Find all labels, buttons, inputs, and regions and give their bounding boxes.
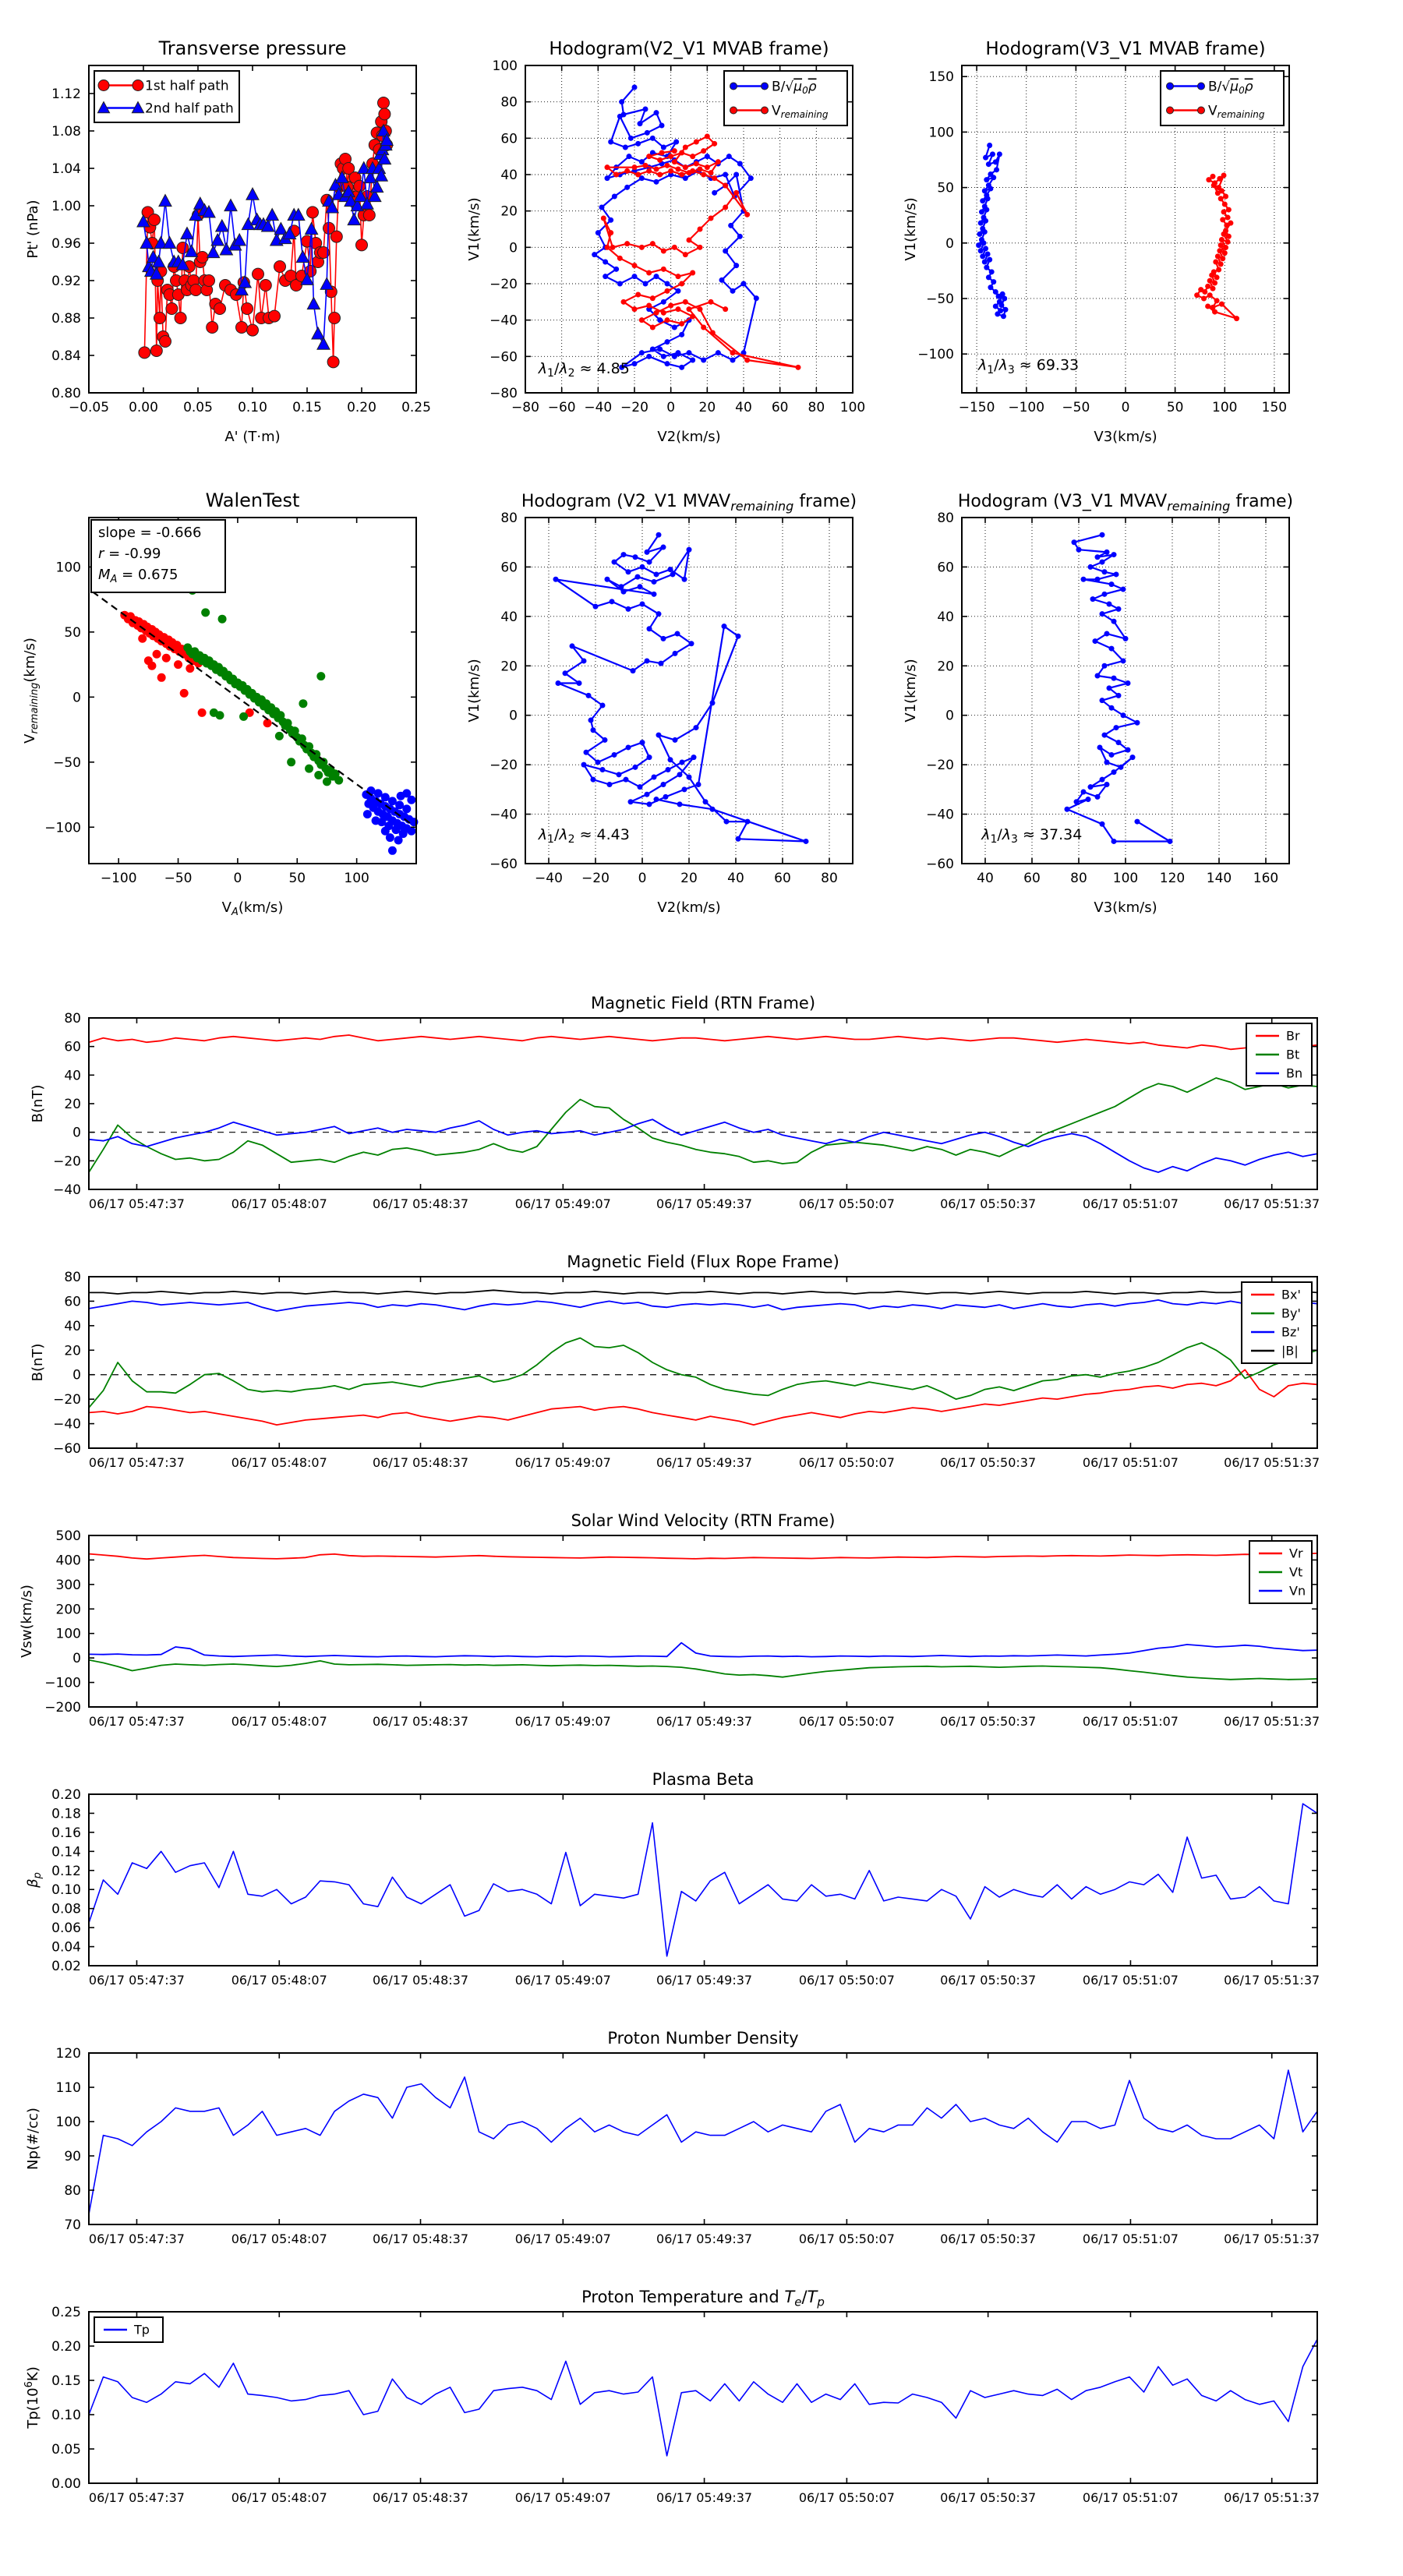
svg-text:06/17 05:51:07: 06/17 05:51:07 <box>1082 1973 1179 1988</box>
svg-text:0.16: 0.16 <box>51 1825 81 1841</box>
walen-test <box>22 489 418 918</box>
svg-text:0.10: 0.10 <box>51 2408 81 2423</box>
svg-text:06/17 05:47:37: 06/17 05:47:37 <box>88 1455 185 1470</box>
svg-text:0.00: 0.00 <box>129 400 158 415</box>
svg-text:100: 100 <box>928 125 954 141</box>
svg-text:−80: −80 <box>511 400 539 415</box>
svg-text:0.84: 0.84 <box>51 348 81 364</box>
svg-text:−200: −200 <box>44 1700 81 1716</box>
ts-b-rtn-Br <box>89 1035 1317 1051</box>
svg-text:120: 120 <box>55 2046 81 2062</box>
svg-text:100: 100 <box>55 1626 81 1642</box>
svg-text:60: 60 <box>937 560 954 576</box>
svg-text:Magnetic Field (Flux Rope Fram: Magnetic Field (Flux Rope Frame) <box>567 1253 839 1271</box>
svg-text:06/17 05:51:07: 06/17 05:51:07 <box>1082 1455 1179 1470</box>
svg-text:0.06: 0.06 <box>51 1921 81 1937</box>
svg-text:06/17 05:50:37: 06/17 05:50:37 <box>940 1714 1037 1729</box>
svg-text:0.08: 0.08 <box>51 1901 81 1917</box>
svg-text:06/17 05:50:37: 06/17 05:50:37 <box>940 1973 1037 1988</box>
svg-text:λ1/λ2 ≈ 4.43: $\lambda_1/\lambda_2 \approx 4.43$ <box>538 825 630 846</box>
svg-text:Tp: Tp <box>134 2322 150 2337</box>
transverse-pressure <box>25 37 431 445</box>
hodogram-v2v1-mvav-V-hodogram <box>556 535 806 841</box>
svg-text:Tp(106K): $Tp(10^6K)$ <box>23 2366 41 2429</box>
svg-text:VA(km/s): $V_A(km/s)$ <box>221 899 284 918</box>
svg-text:06/17 05:51:07: 06/17 05:51:07 <box>1082 1196 1179 1211</box>
svg-text:0.92: 0.92 <box>51 274 81 289</box>
ts-b-rtn <box>30 994 1320 1211</box>
svg-text:06/17 05:51:37: 06/17 05:51:37 <box>1224 2231 1320 2246</box>
svg-text:V3(km/s): V3(km/s) <box>1094 429 1157 445</box>
svg-text:Bx': Bx' <box>1281 1287 1301 1302</box>
svg-text:06/17 05:50:07: 06/17 05:50:07 <box>798 2231 895 2246</box>
svg-text:−60: −60 <box>926 857 954 872</box>
svg-text:B/√μ0ρ: $B/√\mu_0\rho$ <box>772 79 817 97</box>
svg-text:150: 150 <box>1261 400 1288 415</box>
svg-text:1.00: 1.00 <box>51 199 81 214</box>
svg-text:160: 160 <box>1253 871 1279 886</box>
svg-text:90: 90 <box>64 2149 81 2164</box>
svg-text:−40: −40 <box>926 807 954 823</box>
svg-text:Proton Number Density: Proton Number Density <box>607 2029 799 2048</box>
svg-text:06/17 05:48:37: 06/17 05:48:37 <box>372 1973 469 1988</box>
svg-text:−40: −40 <box>535 871 563 886</box>
svg-text:Magnetic Field (RTN Frame): Magnetic Field (RTN Frame) <box>590 994 816 1012</box>
svg-text:20: 20 <box>680 871 698 886</box>
svg-text:0: 0 <box>72 1367 81 1383</box>
svg-text:06/17 05:50:07: 06/17 05:50:07 <box>798 1196 895 1211</box>
svg-text:Vt: Vt <box>1289 1564 1303 1580</box>
svg-text:06/17 05:49:07: 06/17 05:49:07 <box>514 1455 611 1470</box>
svg-text:−20: −20 <box>489 277 518 292</box>
svg-text:40: 40 <box>64 1318 81 1334</box>
svg-text:0.15: 0.15 <box>292 400 322 415</box>
hodogram-v3v1-mvab <box>903 39 1289 445</box>
svg-text:−60: −60 <box>489 857 518 872</box>
svg-text:06/17 05:51:37: 06/17 05:51:37 <box>1224 1973 1320 1988</box>
svg-text:−100: −100 <box>100 871 137 886</box>
svg-text:06/17 05:49:37: 06/17 05:49:37 <box>656 1714 753 1729</box>
ts-b-fluxrope-Bx-prime <box>89 1369 1317 1425</box>
svg-text:06/17 05:51:07: 06/17 05:51:07 <box>1082 1714 1179 1729</box>
svg-text:06/17 05:48:37: 06/17 05:48:37 <box>372 2231 469 2246</box>
svg-text:400: 400 <box>55 1553 81 1569</box>
svg-text:20: 20 <box>500 659 518 675</box>
svg-text:60: 60 <box>64 1294 81 1310</box>
svg-text:−50: −50 <box>53 754 81 771</box>
svg-text:−0.05: −0.05 <box>68 400 110 415</box>
svg-text:06/17 05:49:37: 06/17 05:49:37 <box>656 2490 753 2505</box>
svg-text:06/17 05:47:37: 06/17 05:47:37 <box>88 2490 185 2505</box>
svg-text:−100: −100 <box>44 1675 81 1691</box>
svg-text:06/17 05:49:37: 06/17 05:49:37 <box>656 1196 753 1211</box>
svg-text:V2(km/s): V2(km/s) <box>657 429 721 445</box>
svg-text:Np(#/cc): Np(#/cc) <box>25 2108 41 2170</box>
svg-text:06/17 05:48:37: 06/17 05:48:37 <box>372 2490 469 2505</box>
svg-text:−20: −20 <box>926 758 954 774</box>
svg-text:60: 60 <box>774 871 791 886</box>
svg-text:V1(km/s): V1(km/s) <box>903 659 919 723</box>
svg-text:80: 80 <box>500 94 518 111</box>
svg-text:0.10: 0.10 <box>51 1882 81 1899</box>
svg-text:Vremaining: $V_{remaining}$ <box>1208 103 1265 121</box>
svg-text:1.12: 1.12 <box>51 87 81 102</box>
svg-text:Br: Br <box>1286 1028 1300 1044</box>
svg-text:40: 40 <box>500 168 518 183</box>
svg-text:Vremaining: $V_{remaining}$ <box>772 103 829 121</box>
svg-text:0.14: 0.14 <box>51 1844 81 1860</box>
svg-text:0.04: 0.04 <box>51 1939 81 1956</box>
svg-text:06/17 05:51:37: 06/17 05:51:37 <box>1224 2490 1320 2505</box>
svg-text:V2(km/s): V2(km/s) <box>657 899 721 916</box>
svg-text:B(nT): B(nT) <box>30 1084 46 1123</box>
svg-text:80: 80 <box>64 1011 81 1027</box>
svg-text:06/17 05:49:37: 06/17 05:49:37 <box>656 1973 753 1988</box>
svg-text:06/17 05:49:07: 06/17 05:49:07 <box>514 2490 611 2505</box>
svg-text:Bz': Bz' <box>1281 1324 1300 1340</box>
svg-text:−60: −60 <box>53 1441 81 1457</box>
svg-text:80: 80 <box>64 1270 81 1285</box>
svg-text:40: 40 <box>500 609 518 625</box>
svg-text:06/17 05:47:37: 06/17 05:47:37 <box>88 1196 185 1211</box>
svg-text:0: 0 <box>509 240 518 256</box>
ts-vsw-rtn-Vn <box>89 1643 1317 1657</box>
svg-text:Hodogram (V3_V1 MVAVremaining: Hodogram (V3_V1 $MVAV_{remaining}$ frame) <box>957 492 1294 514</box>
svg-text:Bt: Bt <box>1286 1047 1300 1062</box>
svg-text:0.20: 0.20 <box>51 2339 81 2355</box>
svg-text:20: 20 <box>64 1343 81 1359</box>
svg-text:50: 50 <box>1166 400 1184 415</box>
svg-text:50: 50 <box>64 624 81 641</box>
svg-text:06/17 05:51:07: 06/17 05:51:07 <box>1082 2231 1179 2246</box>
svg-text:06/17 05:50:37: 06/17 05:50:37 <box>940 2490 1037 2505</box>
svg-text:0: 0 <box>666 400 676 415</box>
ts-b-fluxrope-By-prime <box>89 1338 1317 1408</box>
svg-text:100: 100 <box>1112 871 1139 886</box>
svg-text:0: 0 <box>945 235 954 252</box>
svg-text:06/17 05:51:37: 06/17 05:51:37 <box>1224 1196 1320 1211</box>
svg-text:06/17 05:48:07: 06/17 05:48:07 <box>231 2490 327 2505</box>
svg-text:λ1/λ3 ≈ 37.34: $\lambda_1/\lambda_3 \approx 37.34$ <box>981 825 1083 846</box>
svg-text:06/17 05:50:07: 06/17 05:50:07 <box>798 2490 895 2505</box>
svg-text:06/17 05:51:37: 06/17 05:51:37 <box>1224 1714 1320 1729</box>
svg-text:−20: −20 <box>581 871 610 886</box>
svg-text:0.12: 0.12 <box>51 1863 81 1879</box>
svg-text:−80: −80 <box>489 386 518 401</box>
svg-text:λ1/λ3 ≈ 69.33: $\lambda_1/\lambda_3 \approx 69.33$ <box>978 356 1080 376</box>
svg-text:80: 80 <box>821 871 838 886</box>
svg-text:−60: −60 <box>489 349 518 366</box>
svg-text:−100: −100 <box>917 347 954 363</box>
svg-text:60: 60 <box>771 400 789 415</box>
svg-text:Hodogram(V3_V1 MVAB frame): Hodogram(V3_V1 MVAB frame) <box>985 39 1266 59</box>
svg-text:40: 40 <box>64 1068 81 1084</box>
svg-text:A' (T·m): A' (T·m) <box>224 429 281 445</box>
svg-text:0.05: 0.05 <box>51 2442 81 2458</box>
ts-np-Np <box>89 2070 1317 2214</box>
svg-text:|B|: |B| <box>1281 1343 1299 1359</box>
ts-b-fluxrope-Bz-prime <box>89 1300 1317 1311</box>
svg-text:Vremaining(km/s): $V_{remaining}(km/s)$ <box>22 638 41 744</box>
ts-b-fluxrope-B-magnitude <box>89 1290 1317 1294</box>
ts-b-fluxrope <box>30 1253 1320 1470</box>
svg-text:Proton Temperature and Te/Tp: Proton Temperature and $T_e/T_p$ <box>581 2288 825 2309</box>
svg-text:50: 50 <box>937 180 954 196</box>
svg-text:B(nT): B(nT) <box>30 1343 46 1382</box>
svg-text:0.10: 0.10 <box>238 400 267 415</box>
svg-text:0.88: 0.88 <box>51 311 81 327</box>
svg-text:1.04: 1.04 <box>51 161 81 177</box>
ts-plasma-beta-beta-p <box>89 1804 1317 1956</box>
svg-text:80: 80 <box>937 511 954 526</box>
svg-text:06/17 05:50:37: 06/17 05:50:37 <box>940 1196 1037 1211</box>
svg-text:100: 100 <box>1212 400 1238 415</box>
svg-text:40: 40 <box>735 400 752 415</box>
svg-text:06/17 05:50:37: 06/17 05:50:37 <box>940 1455 1037 1470</box>
svg-text:Vsw(km/s): Vsw(km/s) <box>19 1585 35 1658</box>
svg-text:0.20: 0.20 <box>51 1787 81 1803</box>
svg-text:06/17 05:48:07: 06/17 05:48:07 <box>231 1714 327 1729</box>
svg-text:By': By' <box>1281 1306 1301 1321</box>
svg-text:80: 80 <box>500 511 518 526</box>
svg-text:WalenTest: WalenTest <box>205 489 300 511</box>
svg-text:60: 60 <box>500 131 518 147</box>
svg-text:−40: −40 <box>53 1416 81 1433</box>
svg-text:06/17 05:49:37: 06/17 05:49:37 <box>656 1455 753 1470</box>
svg-text:06/17 05:47:37: 06/17 05:47:37 <box>88 2231 185 2246</box>
svg-text:0.00: 0.00 <box>51 2476 81 2492</box>
svg-text:V1(km/s): V1(km/s) <box>466 197 482 261</box>
svg-text:0.80: 0.80 <box>51 386 81 401</box>
svg-text:80: 80 <box>64 2183 81 2199</box>
svg-text:−50: −50 <box>926 291 954 307</box>
ts-vsw-rtn-Vt <box>89 1660 1317 1680</box>
ts-vsw-rtn <box>19 1511 1320 1729</box>
svg-text:MA = 0.675: $M_A = 0.675$ <box>98 567 178 586</box>
svg-text:−50: −50 <box>1062 400 1090 415</box>
svg-text:0: 0 <box>638 871 647 886</box>
svg-text:0: 0 <box>72 1651 81 1667</box>
hodogram-v2v1-mvab <box>466 39 865 445</box>
svg-text:06/17 05:49:37: 06/17 05:49:37 <box>656 2231 753 2246</box>
hodogram-v3v1-mvav <box>903 492 1293 916</box>
svg-text:V1(km/s): V1(km/s) <box>903 197 919 261</box>
svg-text:06/17 05:50:07: 06/17 05:50:07 <box>798 1714 895 1729</box>
svg-text:−40: −40 <box>584 400 613 415</box>
svg-text:−40: −40 <box>489 313 518 329</box>
svg-text:06/17 05:51:37: 06/17 05:51:37 <box>1224 1455 1320 1470</box>
svg-text:−40: −40 <box>489 807 518 823</box>
svg-text:0: 0 <box>233 871 242 886</box>
svg-text:−50: −50 <box>164 871 193 886</box>
svg-text:50: 50 <box>288 871 306 886</box>
svg-text:06/17 05:47:37: 06/17 05:47:37 <box>88 1714 185 1729</box>
svg-text:200: 200 <box>55 1602 81 1618</box>
ts-np <box>25 2029 1320 2246</box>
svg-text:0.96: 0.96 <box>51 236 81 252</box>
svg-text:06/17 05:48:07: 06/17 05:48:07 <box>231 2231 327 2246</box>
svg-text:06/17 05:49:07: 06/17 05:49:07 <box>514 2231 611 2246</box>
svg-text:Hodogram (V2_V1 MVAVremaining: Hodogram (V2_V1 $MVAV_{remaining}$ frame) <box>521 492 857 514</box>
svg-text:V1(km/s): V1(km/s) <box>466 659 482 723</box>
svg-text:40: 40 <box>727 871 744 886</box>
svg-text:−20: −20 <box>620 400 648 415</box>
svg-text:Transverse pressure: Transverse pressure <box>158 37 347 59</box>
svg-text:0.15: 0.15 <box>51 2373 81 2389</box>
svg-text:Solar Wind Velocity (RTN Frame: Solar Wind Velocity (RTN Frame) <box>571 1511 836 1530</box>
svg-text:0.20: 0.20 <box>347 400 376 415</box>
svg-text:Pt' (nPa): Pt' (nPa) <box>25 200 41 259</box>
svg-text:60: 60 <box>1023 871 1041 886</box>
svg-text:1.08: 1.08 <box>51 124 81 140</box>
svg-text:V3(km/s): V3(km/s) <box>1094 899 1157 916</box>
svg-text:140: 140 <box>1206 871 1232 886</box>
ts-b-rtn-Bt <box>89 1078 1317 1172</box>
svg-text:0: 0 <box>72 690 81 706</box>
svg-text:06/17 05:49:07: 06/17 05:49:07 <box>514 1714 611 1729</box>
svg-text:r = -0.99: r = -0.99 <box>98 546 161 563</box>
ts-b-rtn-Bn <box>89 1119 1317 1172</box>
ts-plasma-beta <box>25 1770 1320 1988</box>
svg-text:60: 60 <box>500 560 518 576</box>
svg-text:06/17 05:48:37: 06/17 05:48:37 <box>372 1714 469 1729</box>
ts-vsw-rtn-Vr <box>89 1553 1317 1559</box>
svg-text:100: 100 <box>55 560 81 576</box>
ts-tp <box>23 2288 1320 2505</box>
svg-text:80: 80 <box>808 400 825 415</box>
svg-text:1st half path: 1st half path <box>145 78 229 94</box>
svg-text:06/17 05:50:37: 06/17 05:50:37 <box>940 2231 1037 2246</box>
svg-text:−150: −150 <box>958 400 995 415</box>
svg-text:80: 80 <box>1070 871 1087 886</box>
svg-text:Vr: Vr <box>1289 1546 1303 1561</box>
svg-text:Plasma Beta: Plasma Beta <box>652 1770 755 1789</box>
svg-text:B/√μ0ρ: $B/√\mu_0\rho$ <box>1208 79 1253 97</box>
svg-text:0.02: 0.02 <box>51 1959 81 1974</box>
svg-text:06/17 05:48:07: 06/17 05:48:07 <box>231 1973 327 1988</box>
svg-text:−100: −100 <box>44 820 81 836</box>
svg-text:20: 20 <box>937 659 954 675</box>
svg-text:0: 0 <box>509 708 518 724</box>
svg-text:−60: −60 <box>547 400 576 415</box>
svg-text:20: 20 <box>500 203 518 220</box>
svg-text:06/17 05:51:07: 06/17 05:51:07 <box>1082 2490 1179 2505</box>
svg-text:06/17 05:48:37: 06/17 05:48:37 <box>372 1196 469 1211</box>
svg-text:100: 100 <box>55 2115 81 2130</box>
svg-text:βp: $\beta_p$ <box>25 1872 44 1888</box>
svg-text:06/17 05:47:37: 06/17 05:47:37 <box>88 1973 185 1988</box>
svg-text:40: 40 <box>937 609 954 625</box>
svg-text:70: 70 <box>64 2217 81 2233</box>
svg-text:Bn: Bn <box>1286 1065 1303 1081</box>
svg-text:0.25: 0.25 <box>401 400 431 415</box>
svg-text:06/17 05:48:07: 06/17 05:48:07 <box>231 1196 327 1211</box>
svg-text:40: 40 <box>977 871 994 886</box>
svg-text:60: 60 <box>64 1039 81 1055</box>
svg-text:06/17 05:48:07: 06/17 05:48:07 <box>231 1455 327 1470</box>
svg-text:100: 100 <box>344 871 369 886</box>
svg-text:0.25: 0.25 <box>51 2305 81 2320</box>
svg-text:120: 120 <box>1159 871 1186 886</box>
svg-text:06/17 05:50:07: 06/17 05:50:07 <box>798 1455 895 1470</box>
svg-text:150: 150 <box>928 69 954 86</box>
svg-text:−20: −20 <box>53 1154 81 1170</box>
ts-tp-Tp <box>89 2339 1317 2456</box>
svg-text:−20: −20 <box>489 758 518 774</box>
svg-text:0.18: 0.18 <box>51 1806 81 1822</box>
svg-text:500: 500 <box>55 1528 81 1544</box>
svg-text:100: 100 <box>492 58 518 74</box>
svg-text:06/17 05:49:07: 06/17 05:49:07 <box>514 1973 611 1988</box>
svg-text:0: 0 <box>72 1125 81 1141</box>
svg-text:slope = -0.666: slope = -0.666 <box>98 525 202 542</box>
svg-text:λ1/λ2 ≈ 4.85: $\lambda_1/\lambda_2 \approx 4.85$ <box>538 359 630 380</box>
svg-text:−40: −40 <box>53 1182 81 1198</box>
svg-text:20: 20 <box>698 400 716 415</box>
svg-text:06/17 05:50:07: 06/17 05:50:07 <box>798 1973 895 1988</box>
svg-text:0: 0 <box>945 708 954 724</box>
hodogram-v2v1-mvav <box>466 492 857 916</box>
svg-text:0: 0 <box>1121 400 1130 415</box>
svg-text:300: 300 <box>55 1577 81 1593</box>
svg-text:Hodogram(V2_V1 MVAB frame): Hodogram(V2_V1 MVAB frame) <box>549 39 829 59</box>
svg-text:06/17 05:49:07: 06/17 05:49:07 <box>514 1196 611 1211</box>
svg-text:−20: −20 <box>53 1392 81 1408</box>
svg-text:2nd half path: 2nd half path <box>145 101 234 117</box>
svg-text:Vn: Vn <box>1289 1583 1306 1599</box>
svg-text:100: 100 <box>839 400 866 415</box>
svg-text:0.05: 0.05 <box>183 400 213 415</box>
svg-text:06/17 05:48:37: 06/17 05:48:37 <box>372 1455 469 1470</box>
svg-text:110: 110 <box>55 2080 81 2096</box>
svg-text:20: 20 <box>64 1097 81 1112</box>
svg-text:−100: −100 <box>1008 400 1045 415</box>
